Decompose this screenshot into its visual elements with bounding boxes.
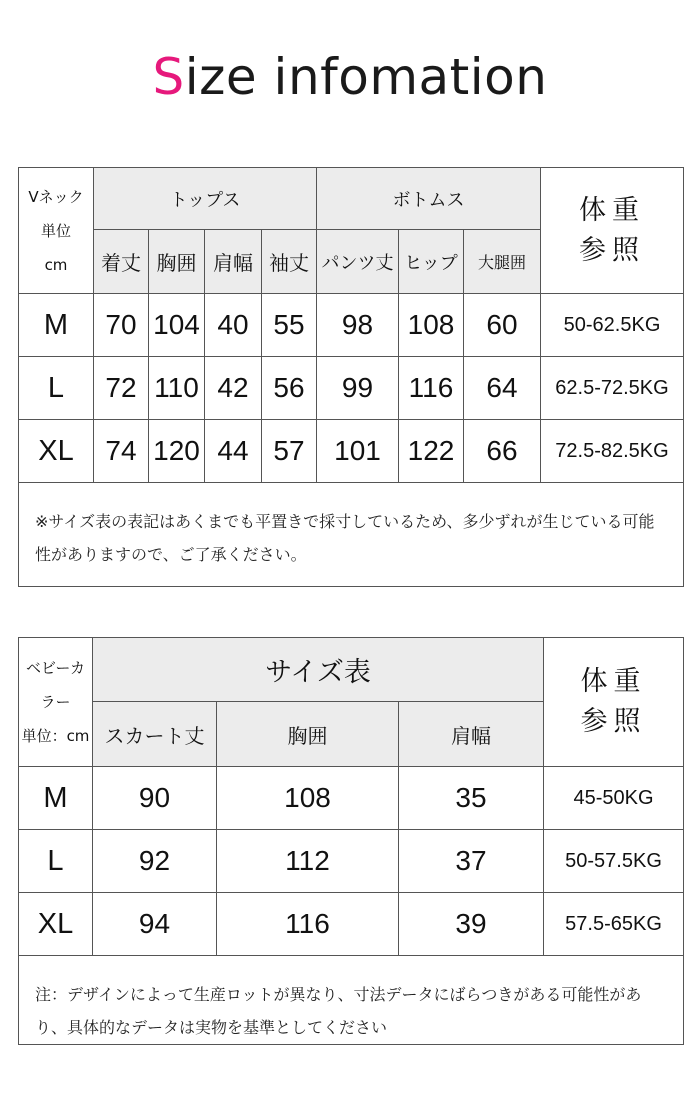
table-cell: 44 [205, 420, 262, 483]
table2-corner-unit: 単位：cm [21, 727, 90, 745]
table-row [19, 767, 684, 830]
table-cell: 39 [399, 893, 544, 956]
table-cell: 55 [262, 294, 317, 357]
size-label: L [19, 830, 93, 893]
table2-reference-label: 参照 [580, 706, 647, 737]
table-row [19, 420, 684, 483]
table1-corner-unit-label: 単位 [40, 221, 71, 240]
size-label: M [19, 767, 93, 830]
table-cell: 99 [317, 357, 399, 420]
table-cell: 70 [94, 294, 149, 357]
table2-note: 注：デザインによって生産ロットが異なり、寸法データにばらつきがある可能性があり、具体的なデータは実物を基準としてください [19, 956, 684, 1045]
size-label: M [19, 294, 94, 357]
table-cell: 72 [94, 357, 149, 420]
table-cell: 56 [262, 357, 317, 420]
table-cell: 108 [217, 767, 399, 830]
table-cell: 90 [93, 767, 217, 830]
table2-header: サイズ表 [93, 638, 544, 702]
table1-group-bottoms: ボトムス [317, 168, 541, 230]
table-cell: 66 [464, 420, 541, 483]
table-row [19, 294, 684, 357]
table-row [19, 357, 684, 420]
table1-col-chest: 胸囲 [149, 230, 205, 294]
table-cell: 92 [93, 830, 217, 893]
table1-weight-header [541, 168, 684, 294]
title-accent-letter: S [152, 48, 185, 106]
title-text: ize infomation [184, 48, 548, 106]
table1-col-shoulder: 肩幅 [205, 230, 262, 294]
table-cell: 122 [399, 420, 464, 483]
weight-cell: 57.5-65KG [544, 893, 684, 956]
table-cell: 116 [217, 893, 399, 956]
table1-col-length: 着丈 [94, 230, 149, 294]
table-cell: 57 [262, 420, 317, 483]
table-cell: 98 [317, 294, 399, 357]
weight-cell: 45-50KG [544, 767, 684, 830]
weight-cell: 72.5-82.5KG [541, 420, 684, 483]
table-cell: 64 [464, 357, 541, 420]
table1-weight-label: 体重 [579, 194, 646, 226]
table-cell: 120 [149, 420, 205, 483]
table2-col-chest: 胸囲 [217, 702, 399, 767]
table1-note: ※サイズ表の表記はあくまでも平置きで採寸しているため、多少ずれが生じている可能性がありますので、ご了承ください。 [19, 483, 684, 587]
table-cell: 101 [317, 420, 399, 483]
table2-col-shoulder: 肩幅 [399, 702, 544, 767]
size-table-vneck [18, 167, 684, 587]
table-cell: 116 [399, 357, 464, 420]
weight-cell: 50-57.5KG [544, 830, 684, 893]
size-label: XL [19, 420, 94, 483]
table-cell: 37 [399, 830, 544, 893]
table2-corner-style-1: ベビーカ [25, 659, 86, 677]
size-label: XL [19, 893, 93, 956]
table1-col-thigh: 大腿囲 [464, 230, 541, 294]
table-cell: 94 [93, 893, 217, 956]
table1-col-pants-length: パンツ丈 [317, 230, 399, 294]
table-cell: 74 [94, 420, 149, 483]
table1-corner [19, 168, 94, 294]
table-cell: 104 [149, 294, 205, 357]
table-cell: 35 [399, 767, 544, 830]
table2-corner [19, 638, 93, 767]
size-label: L [19, 357, 94, 420]
table-cell: 108 [399, 294, 464, 357]
table-cell: 42 [205, 357, 262, 420]
table1-corner-unit: cm [44, 255, 68, 274]
weight-cell: 50-62.5KG [541, 294, 684, 357]
table1-col-sleeve: 袖丈 [262, 230, 317, 294]
table-cell: 60 [464, 294, 541, 357]
weight-cell: 62.5-72.5KG [541, 357, 684, 420]
table-row [19, 893, 684, 956]
table2-corner-style-2: ラー [40, 693, 71, 711]
table-row [19, 830, 684, 893]
table1-col-hip: ヒップ [399, 230, 464, 294]
table1-corner-style: Vネック [28, 187, 84, 206]
table-cell: 110 [149, 357, 205, 420]
table2-col-skirt-length: スカート丈 [93, 702, 217, 767]
size-table-baby-collar [18, 637, 684, 1045]
table-cell: 40 [205, 294, 262, 357]
table1-reference-label: 参照 [579, 234, 646, 266]
table1-group-tops: トップス [94, 168, 317, 230]
table2-weight-header [544, 638, 684, 767]
table-cell: 112 [217, 830, 399, 893]
table2-weight-label: 体重 [580, 666, 647, 697]
page-title [0, 48, 700, 106]
